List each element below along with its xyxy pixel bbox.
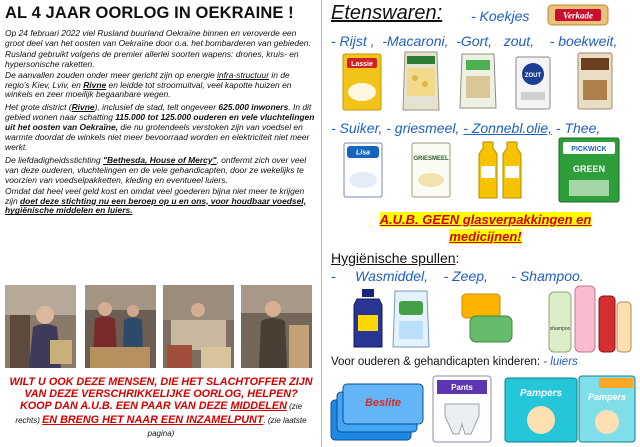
- photo-food-parcels: [85, 285, 156, 368]
- article-title: AL 4 JAAR OORLOG IN OEKRAINE !: [5, 4, 294, 22]
- verkade-label: Verkade: [563, 10, 593, 21]
- tea-variety-label: GREEN: [572, 164, 606, 174]
- photo-volunteer: [241, 285, 312, 368]
- photo-strip: [5, 285, 315, 368]
- soap-bars-image: [458, 290, 518, 346]
- buckwheat-package-image: [575, 50, 615, 112]
- tea-brand-label: PICKWICK: [571, 146, 607, 153]
- hygiene-heading: Hygiënische spullen:: [331, 250, 460, 266]
- donation-list-column: [323, 0, 640, 447]
- food-item-cookies: - Koekjes: [471, 8, 530, 24]
- pampers-label-2: Pampers: [587, 392, 627, 402]
- paragraph-district: Het grote district (Rivne), inclusief de stad, telt ongeveer 625.000 inwoners. In dit gebied wonen naar schatting 115.000 tot 125.000 ouderen en vele vluchtelingen uit het oosten van Oekraïne, die nu grotendeels verstoken zijn van voedsel en warmte doordat de winkels niet meer bevoorraad worden en elektriciteit niet meer werkt.: [5, 102, 315, 152]
- food-heading: Etenswaren:: [331, 2, 443, 24]
- paragraph-weapons: Rusland gebruikt volgens de premier allerlei soorten wapens: drones, kruis- en hypersonische raketten.: [5, 48, 299, 69]
- paragraph-foundation: De liefdadigheidsstichting "Bethesda, House of Mercy", ontfermt zich over veel van deze ouderen, vluchtelingen en de vele gehandicapten, door ze wekelijks te voorzien van voedselpakketten, kleding en eventueel luiers.: [5, 154, 307, 185]
- verkade-biscuits-image: [547, 2, 609, 28]
- pampers-packs-image: [503, 374, 637, 444]
- adult-diaper-pack-image: [329, 376, 427, 444]
- lassie-label: Lassie: [351, 61, 373, 68]
- green-tea-box-image: [557, 136, 621, 204]
- article-body: [5, 29, 316, 216]
- semolina-box-image: [409, 140, 453, 200]
- barley-bag-image: [458, 50, 498, 112]
- shampoo-label: shampoo: [549, 326, 571, 332]
- detergent-bottle-image: [351, 287, 385, 351]
- shampoo-bottles-image: [545, 282, 635, 354]
- semolina-label: GRIESMEEL: [413, 156, 449, 162]
- food-row-staples: - Suiker, - griesmeel, - Zonnebl.olie, - Thee,: [331, 120, 601, 136]
- no-glass-warning: A.U.B. GEEN glasverpakkingen en medicijnen!: [379, 212, 592, 244]
- macaroni-bag-image: [401, 48, 441, 114]
- sugar-brand-label: Lisa: [355, 149, 371, 157]
- salt-package-image: [513, 54, 553, 112]
- photo-elderly-woman: [5, 285, 76, 368]
- paragraph-attacks: De aanvallen zouden onder meer gericht zijn op energie infra-structuur in de regio's Kiev, Lviv, en Rivne en leidde tot stroomuitval, veel kapotte huizen en winkels en zeer moeilijk begaanbare wegen.: [5, 69, 292, 100]
- detergent-bag-image: [391, 287, 431, 351]
- column-divider: [321, 0, 322, 447]
- photo-room-supplies: [163, 285, 234, 368]
- adult-diaper-brand: Beslite: [364, 397, 402, 409]
- rice-package-image: [341, 52, 383, 112]
- sunflower-oil-image: [473, 136, 533, 202]
- pants-label: Pants: [451, 383, 473, 392]
- sugar-package-image: [341, 140, 385, 200]
- pampers-label-1: Pampers: [519, 388, 563, 399]
- salt-label: ZOUT: [524, 73, 542, 79]
- call-to-action: WILT U OOK DEZE MENSEN, DIE HET SLACHTOFFER ZIJN VAN DEZE VERSCHRIKKELIJKE OORLOG, HELPEN? KOOP DAN A.U.B. EEN PAAR VAN DEZE MIDDELEN (zie rechts) EN BRENG HET NAAR EEN INZAMELPUNT. (zie laatste pagina): [9, 376, 313, 438]
- paragraph-invasion: Op 24 februari 2022 viel Rusland buurland Oekraïne binnen en veroverde een groot deel van het oosten van Oekraïne door o.a. het bombarderen van gebieden.: [5, 28, 311, 48]
- paragraph-appeal: Omdat dat heel veel geld kost en omdat veel goederen bijna niet meer te krijgen zijn doet deze stichting nu een beroep op u en ons, voor houdbaar voedsel, hygiënische middelen en luiers.: [5, 185, 306, 216]
- pants-pack-image: [431, 374, 493, 444]
- hygiene-items: - Wasmiddel, - Zeep, - Shampoo.: [331, 268, 584, 284]
- seniors-heading: Voor ouderen & gehandicapten kinderen: - luiers: [331, 356, 578, 368]
- food-row-grains: - Rijst , -Macaroni, -Gort, zout, - boekweit,: [331, 33, 618, 49]
